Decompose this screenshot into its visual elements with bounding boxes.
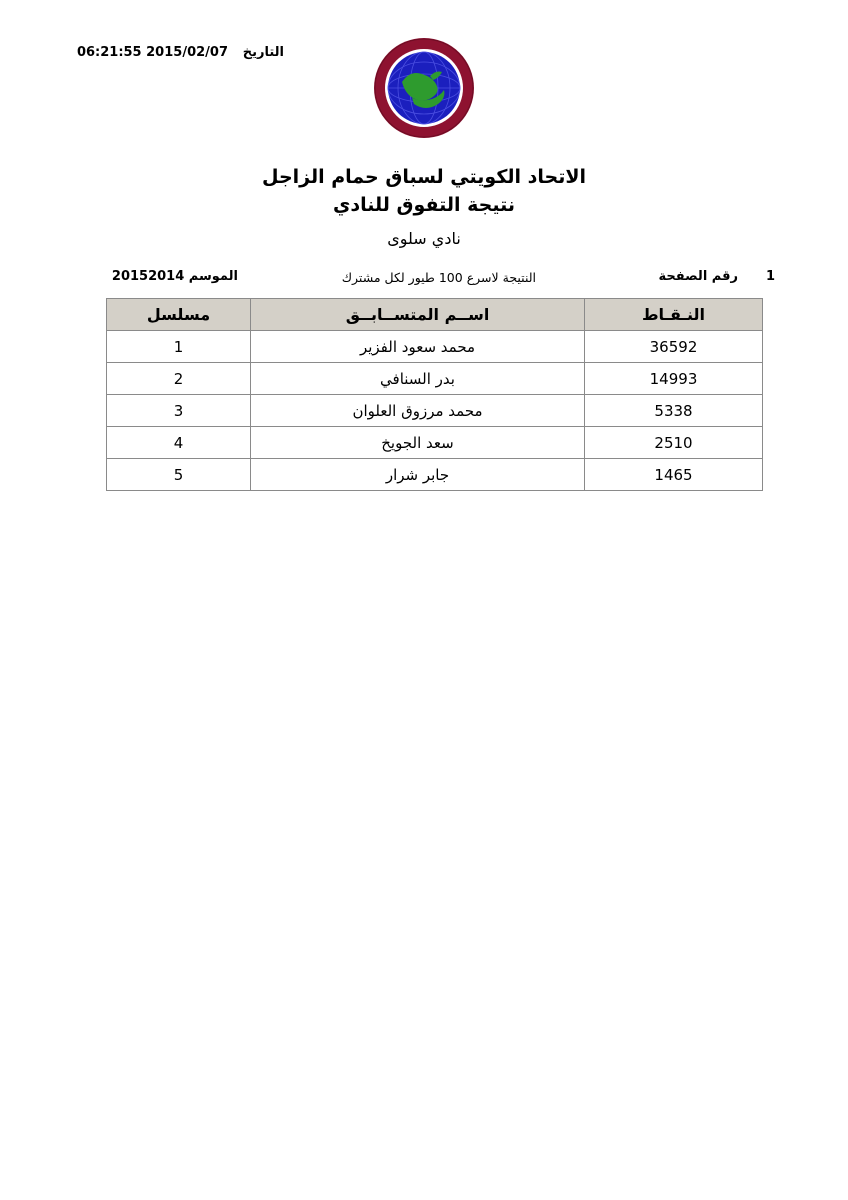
page-title: الاتحاد الكويتي لسباق حمام الزاجل: [261, 166, 587, 188]
date-value: 06:21:55 2015/02/07: [76, 45, 228, 60]
table-row: [107, 427, 763, 459]
table-row: [107, 363, 763, 395]
results-table-body: [107, 331, 763, 491]
cell-competitor-name: محمد مرزوق العلوان: [251, 395, 585, 427]
table-row: [107, 331, 763, 363]
cell-competitor-name: سعد الجويخ: [251, 427, 585, 459]
federation-logo-icon: [372, 36, 476, 140]
cell-serial: 4: [107, 427, 251, 459]
table-row: [107, 459, 763, 491]
club-name: نادي سلوى: [387, 229, 461, 248]
column-header-points: النـقـاط: [585, 299, 763, 331]
cell-points: 2510: [585, 427, 763, 459]
cell-serial: 2: [107, 363, 251, 395]
table-header-row: [107, 299, 763, 331]
column-header-serial: مسلسل: [107, 299, 251, 331]
season-label: الموسم 20152014: [111, 269, 238, 284]
result-description: النتيجة لاسرع 100 طيور لكل مشترك: [341, 270, 536, 285]
cell-serial: 1: [107, 331, 251, 363]
cell-points: 36592: [585, 331, 763, 363]
cell-serial: 3: [107, 395, 251, 427]
date-label: التاريخ: [242, 45, 284, 60]
federation-logo: [372, 36, 476, 140]
results-table-head: [107, 299, 763, 331]
table-row: [107, 395, 763, 427]
title-block: [0, 163, 848, 253]
cell-competitor-name: بدر السنافي: [251, 363, 585, 395]
page-subtitle: نتيجة التفوق للنادي: [332, 194, 515, 216]
cell-competitor-name: محمد سعود الفزير: [251, 331, 585, 363]
cell-points: 14993: [585, 363, 763, 395]
cell-competitor-name: جابر شرار: [251, 459, 585, 491]
document-header: [0, 36, 848, 156]
results-table: [106, 298, 763, 491]
page-number-value: 1: [765, 269, 775, 284]
cell-serial: 5: [107, 459, 251, 491]
column-header-name: اســم المتســابــق: [251, 299, 585, 331]
meta-row: [0, 269, 848, 289]
cell-points: 1465: [585, 459, 763, 491]
cell-points: 5338: [585, 395, 763, 427]
page-number-label: رقم الصفحة: [658, 269, 738, 284]
